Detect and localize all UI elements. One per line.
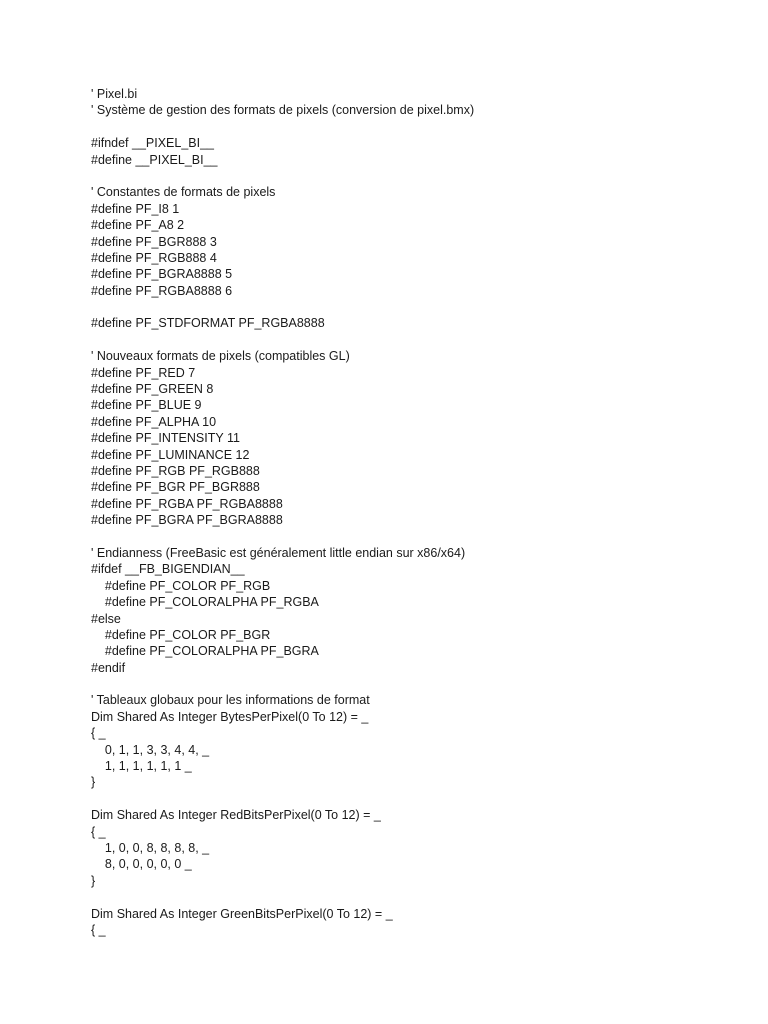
code-line: #define __PIXEL_BI__ [91,152,218,167]
code-line: } [91,873,96,888]
code-line [91,332,711,348]
code-line: #define PF_BLUE 9 [91,398,202,413]
code-line: #define PF_I8 1 [91,201,180,216]
code-line: ' Système de gestion des formats de pixels (conversion de pixel.bmx) [91,103,475,118]
code-line: #define PF_BGR PF_BGR888 [91,480,260,495]
code-line: #define PF_RGB888 4 [91,250,217,265]
code-line: #define PF_RGBA PF_RGBA8888 [91,496,283,511]
code-listing [91,86,711,938]
code-line [91,299,711,315]
code-line: #define PF_RED 7 [91,365,196,380]
code-line [91,529,711,545]
code-line [91,889,711,905]
code-line: #define PF_COLOR PF_BGR [91,627,271,642]
code-line: ' Endianness (FreeBasic est généralement little endian sur x86/x64) [91,545,466,560]
code-line: { _ [91,726,106,741]
code-line [91,676,711,692]
code-line: #define PF_COLORALPHA PF_RGBA [91,595,319,610]
code-line [91,791,711,807]
code-line: { _ [91,824,106,839]
code-line: #define PF_BGR888 3 [91,234,217,249]
code-line: #ifdef __FB_BIGENDIAN__ [91,562,245,577]
code-line: #define PF_COLOR PF_RGB [91,578,271,593]
code-line: #define PF_ALPHA 10 [91,414,217,429]
code-line: ' Constantes de formats de pixels [91,185,276,200]
code-line: 1, 1, 1, 1, 1, 1 _ [91,759,192,774]
code-line: } [91,775,96,790]
code-line: Dim Shared As Integer RedBitsPerPixel(0 To 12) = _ [91,808,381,823]
code-line: #define PF_STDFORMAT PF_RGBA8888 [91,316,325,331]
code-line: #define PF_COLORALPHA PF_BGRA [91,644,319,659]
code-line: #endif [91,660,126,675]
code-line: #ifndef __PIXEL_BI__ [91,136,215,151]
code-line: { _ [91,922,106,937]
code-line: #define PF_GREEN 8 [91,382,214,397]
code-line: #define PF_LUMINANCE 12 [91,447,250,462]
code-line: ' Pixel.bi [91,87,138,101]
code-line: #define PF_RGB PF_RGB888 [91,463,260,478]
code-line: #define PF_INTENSITY 11 [91,431,240,446]
code-line: 8, 0, 0, 0, 0, 0 _ [91,857,192,872]
code-line: Dim Shared As Integer BytesPerPixel(0 To 12) = _ [91,709,369,724]
code-line: 1, 0, 0, 8, 8, 8, 8, _ [91,840,210,855]
code-line: ' Tableaux globaux pour les informations de format [91,693,370,708]
code-line: ' Nouveaux formats de pixels (compatibles GL) [91,349,350,364]
code-line: #define PF_A8 2 [91,218,185,233]
code-line: 0, 1, 1, 3, 3, 4, 4, _ [91,742,210,757]
code-line: #else [91,611,121,626]
code-line: Dim Shared As Integer GreenBitsPerPixel(0 To 12) = _ [91,906,393,921]
code-line [91,168,711,184]
code-line: #define PF_BGRA8888 5 [91,267,233,282]
code-line: #define PF_RGBA8888 6 [91,283,233,298]
code-line: #define PF_BGRA PF_BGRA8888 [91,513,283,528]
code-line [91,119,711,135]
